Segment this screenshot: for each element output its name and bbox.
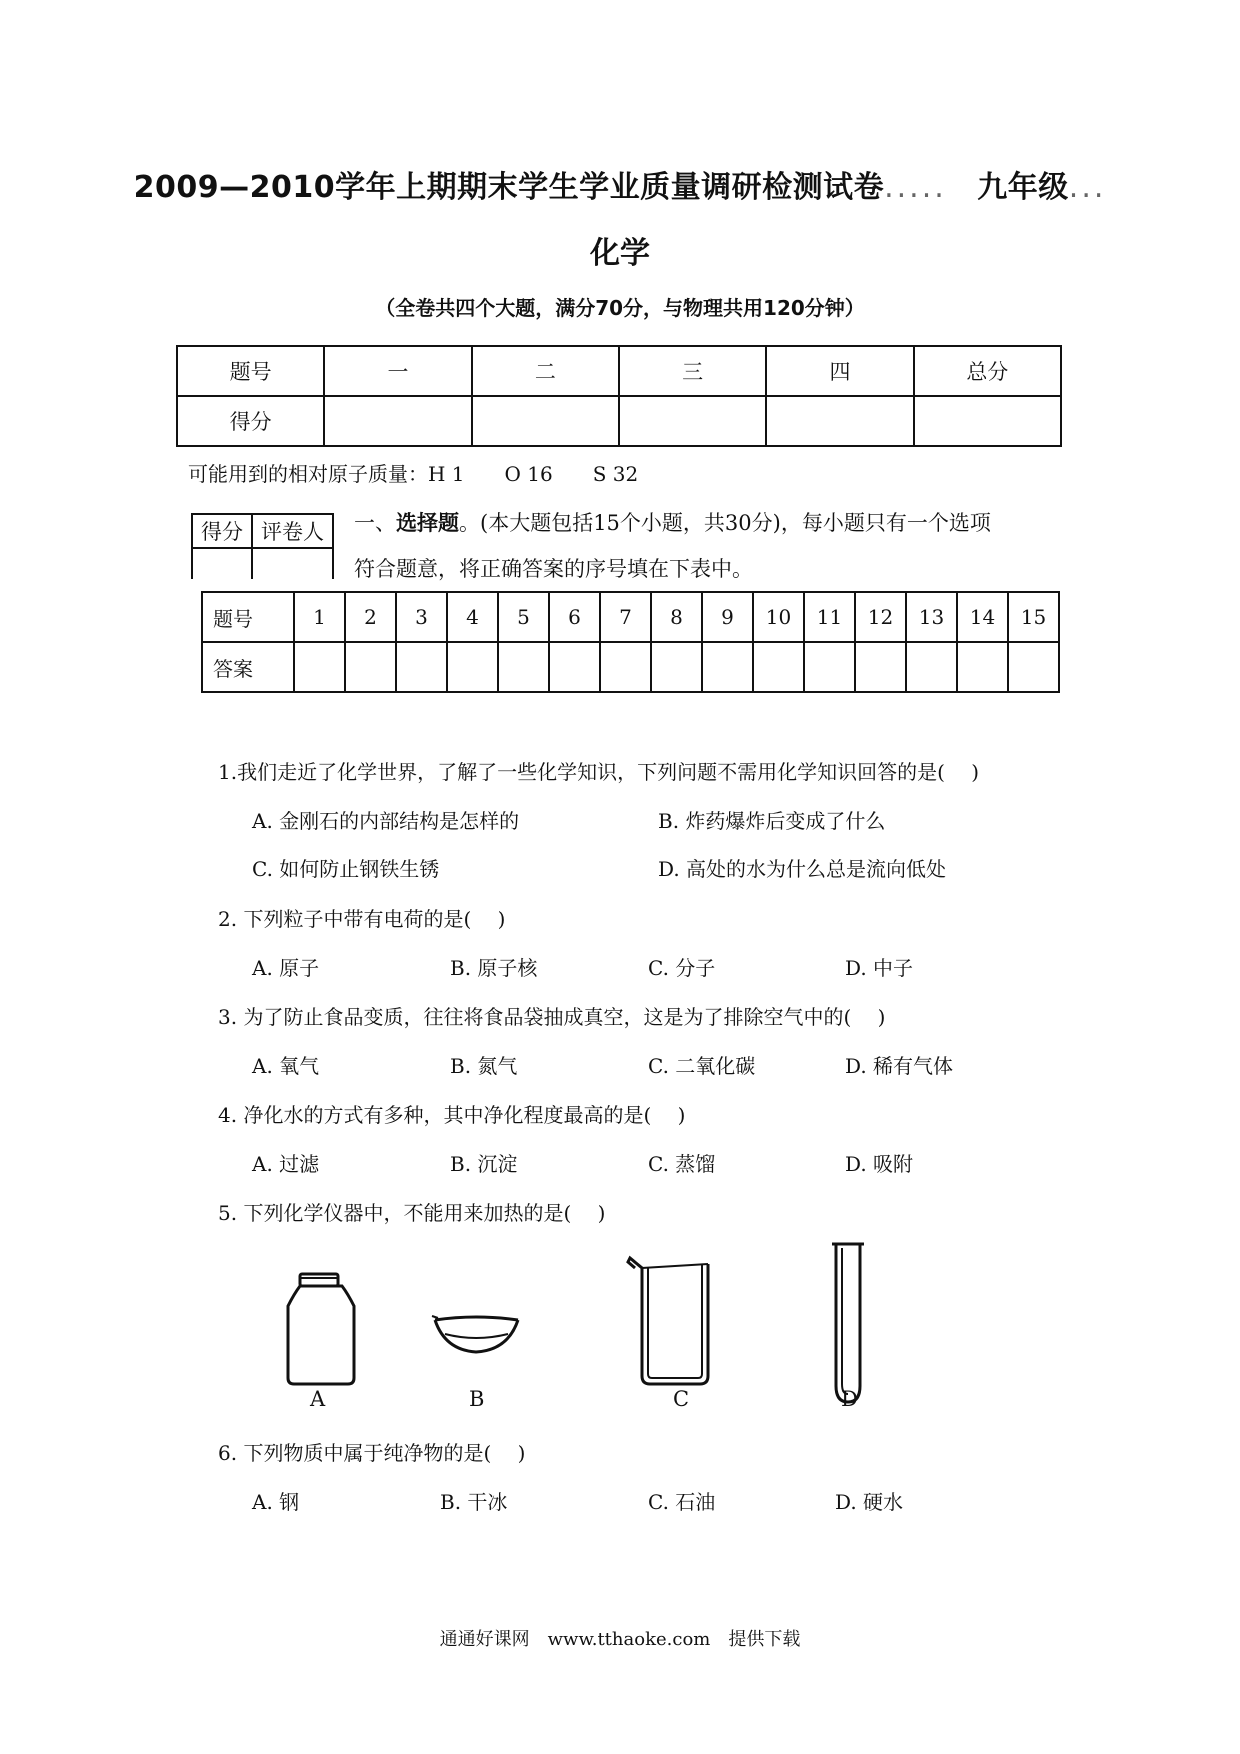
question-4-stem: 4. 净化水的方式有多种，其中净化程度最高的是( ) [218,1103,686,1127]
section-title: 选择题 [396,510,459,535]
answer-table [201,591,1060,693]
apparatus-figure [270,1238,970,1418]
answer-table-answer-row [202,642,1059,692]
answer-cell [753,642,804,692]
subject-title: 化学 [590,236,650,271]
section-instructions: 。(本大题包括15个小题，共30分)，每小题只有一个选项 [459,511,991,535]
question-6-option-c: C. 石油 [648,1490,716,1514]
score-row-label: 得分 [177,396,324,446]
answer-cell [804,642,855,692]
question-1-option-a: A. 金刚石的内部结构是怎样的 [252,809,520,833]
question-3-option-b: B. 氮气 [450,1054,518,1078]
question-number-cell: 4 [447,592,498,642]
score-entry-cell [619,396,766,446]
question-4-option-a: A. 过滤 [252,1152,320,1176]
score-table-score-row [177,396,1061,446]
question-number-cell: 12 [855,592,906,642]
question-number-cell: 9 [702,592,753,642]
question-number-cell: 5 [498,592,549,642]
question-3-option-d: D. 稀有气体 [845,1054,954,1078]
score-table-cell: 一 [324,346,471,396]
question-6-option-b: B. 干冰 [440,1490,508,1514]
question-number-cell: 8 [651,592,702,642]
apparatus-label-b: B [469,1387,485,1411]
answer-cell [498,642,549,692]
grade-label: 九年级 [977,170,1069,205]
question-number-cell: 15 [1008,592,1059,642]
answer-cell [855,642,906,692]
question-1-option-b: B. 炸药爆炸后变成了什么 [658,809,886,833]
title-dots: ..... [884,170,947,205]
question-number-cell: 13 [906,592,957,642]
score-entry-cell [472,396,619,446]
question-number-cell: 2 [345,592,396,642]
answer-cell [702,642,753,692]
question-1-option-c: C. 如何防止钢铁生锈 [252,857,440,881]
beaker-icon [628,1258,708,1384]
grader-score-cell [192,548,252,579]
question-3-option-c: C. 二氧化碳 [648,1054,756,1078]
atomic-masses: 可能用到的相对原子质量：H 1 O 16 S 32 [188,462,639,486]
grader-score-label: 得分 [192,514,252,548]
score-table-cell: 四 [766,346,913,396]
score-table-header-row [177,346,1061,396]
answer-cell [294,642,345,692]
score-table-cell: 总分 [914,346,1061,396]
grader-table [191,513,334,579]
answer-cell [345,642,396,692]
question-4-option-b: B. 沉淀 [450,1152,518,1176]
wide-mouth-bottle-icon [288,1274,354,1384]
section-instructions-line2: 符合题意，将正确答案的序号填在下表中。 [354,557,753,581]
answer-cell [447,642,498,692]
grade-dots: ... [1068,170,1107,205]
question-6-option-a: A. 钢 [252,1490,300,1514]
score-entry-cell [324,396,471,446]
answer-table-number-row [202,592,1059,642]
answer-cell [651,642,702,692]
question-2-option-d: D. 中子 [845,956,914,980]
question-number-cell: 10 [753,592,804,642]
answer-cell [600,642,651,692]
question-2-option-c: C. 分子 [648,956,716,980]
question-2-option-a: A. 原子 [252,956,320,980]
answer-cell [1008,642,1059,692]
question-number-cell: 6 [549,592,600,642]
page-footer: 通通好课网 www.tthaoke.com 提供下载 [439,1629,801,1650]
question-1-stem: 1.我们走近了化学世界，了解了一些化学知识，下列问题不需用化学知识回答的是( ) [218,760,980,784]
question-3-stem: 3. 为了防止食品变质，往往将食品袋抽成真空，这是为了排除空气中的( ) [218,1005,886,1029]
question-4-option-d: D. 吸附 [845,1152,914,1176]
answer-table-row-label: 答案 [202,642,294,692]
exam-title-text: 2009—2010学年上期期末学生学业质量调研检测试卷 [133,170,885,205]
grader-name-cell [252,548,333,579]
score-entry-cell [914,396,1061,446]
question-5-stem: 5. 下列化学仪器中，不能用来加热的是( ) [218,1201,606,1225]
exam-title [0,162,1240,206]
exam-note: （全卷共四个大题，满分70分，与物理共用120分钟） [375,296,865,320]
question-1-option-d: D. 高处的水为什么总是流向低处 [658,857,947,881]
answer-table-row-label: 题号 [202,592,294,642]
answer-cell [396,642,447,692]
question-2-option-b: B. 原子核 [450,956,538,980]
score-table-cell: 三 [619,346,766,396]
section-heading [354,505,1074,541]
question-number-cell: 7 [600,592,651,642]
section-number: 一、 [354,511,396,535]
question-6-stem: 6. 下列物质中属于纯净物的是( ) [218,1441,526,1465]
answer-cell [549,642,600,692]
question-4-option-c: C. 蒸馏 [648,1152,716,1176]
apparatus-label-a: A [310,1387,326,1411]
question-6-option-d: D. 硬水 [835,1490,904,1514]
question-3-option-a: A. 氧气 [252,1054,320,1078]
score-table-cell: 二 [472,346,619,396]
question-number-cell: 1 [294,592,345,642]
score-summary-table [176,345,1062,447]
question-2-stem: 2. 下列粒子中带有电荷的是( ) [218,907,506,931]
evaporating-dish-icon [432,1316,518,1352]
question-number-cell: 3 [396,592,447,642]
score-entry-cell [766,396,913,446]
apparatus-label-c: C [673,1387,690,1411]
test-tube-icon [832,1244,864,1402]
score-table-cell: 题号 [177,346,324,396]
answer-cell [906,642,957,692]
grader-name-label: 评卷人 [252,514,333,548]
question-number-cell: 11 [804,592,855,642]
answer-cell [957,642,1008,692]
apparatus-label-d: D [841,1387,858,1411]
question-number-cell: 14 [957,592,1008,642]
